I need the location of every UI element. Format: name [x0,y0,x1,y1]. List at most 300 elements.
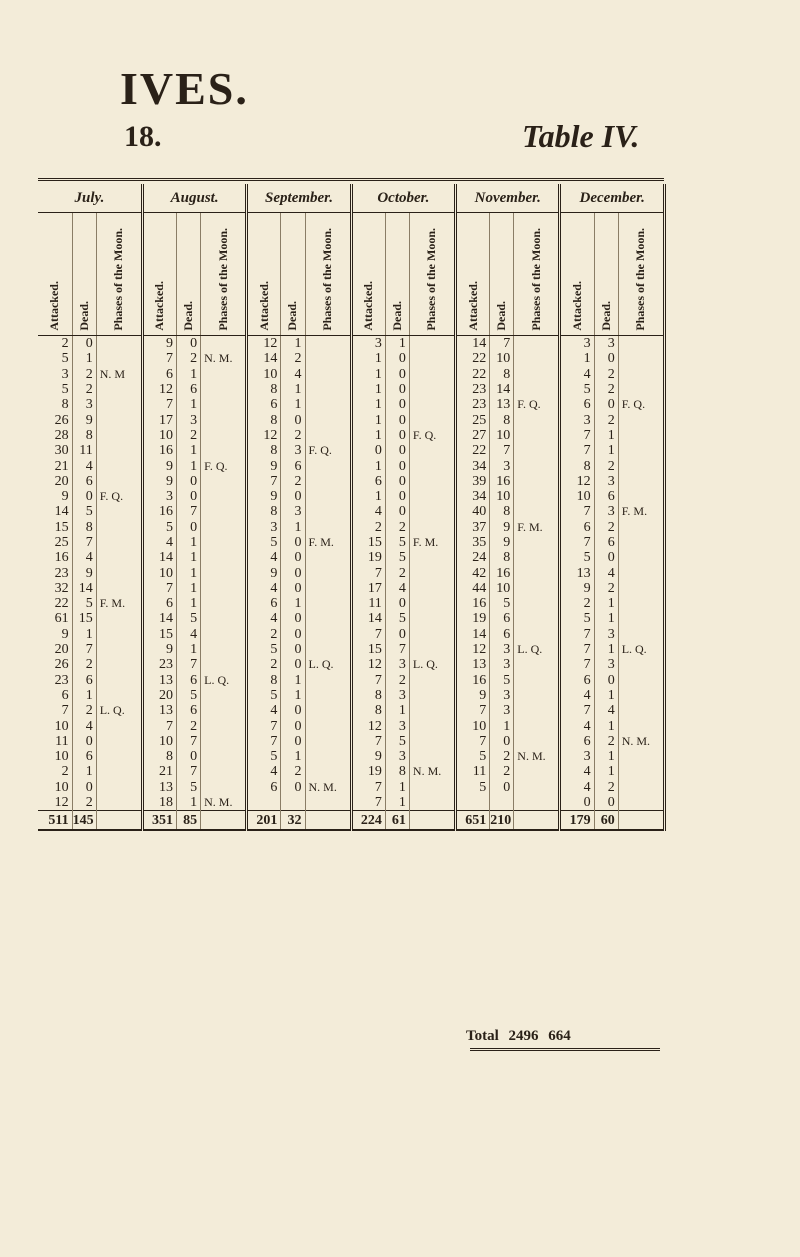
attacked-cell: 13 [142,703,176,718]
dead-cell: 1 [177,367,201,382]
moon-phase-cell [201,596,247,611]
total-attacked-december: 179 [560,811,594,831]
dead-cell: 3 [490,642,514,657]
dead-cell: 2 [72,795,96,811]
attacked-cell: 18 [142,795,176,811]
moon-phase-cell [409,627,455,642]
attacked-cell: 8 [351,703,385,718]
moon-phase-cell [618,611,664,626]
attacked-cell: 9 [351,749,385,764]
total-spacer [96,811,142,831]
moon-phase-cell [305,673,351,688]
attacked-cell: 10 [142,428,176,443]
moon-phase-cell [618,688,664,703]
dead-cell: 0 [490,780,514,795]
attacked-cell: 0 [560,795,594,811]
moon-phase-cell [96,795,142,811]
dead-cell: 6 [594,489,618,504]
top-rule [38,178,664,181]
moon-phase-cell [514,351,560,366]
moon-phase-cell [201,336,247,352]
dead-cell: 6 [72,673,96,688]
data-table [38,184,666,831]
dead-cell: 15 [72,611,96,626]
attacked-cell: 7 [560,627,594,642]
dead-cell: 0 [594,397,618,412]
table-row [38,550,665,565]
attacked-cell: 8 [247,673,281,688]
moon-phase-cell [305,382,351,397]
moon-phase-cell [409,443,455,458]
moon-phase-cell [409,351,455,366]
dead-cell: 2 [281,428,305,443]
dead-cell: 16 [490,474,514,489]
attacked-cell: 6 [38,688,72,703]
dead-cell: 9 [72,412,96,427]
moon-phase-cell: L. Q. [96,703,142,718]
dead-cell: 2 [177,351,201,366]
dead-cell: 0 [385,458,409,473]
dead-cell: 2 [385,673,409,688]
moon-phase-cell [514,535,560,550]
bottom-rule [470,1048,660,1051]
table-row [38,611,665,626]
dead-cell: 1 [594,596,618,611]
attacked-cell: 12 [351,657,385,672]
attacked-cell: 14 [247,351,281,366]
moon-phase-cell [618,565,664,580]
dead-cell: 5 [490,673,514,688]
moon-phase-cell [201,535,247,550]
attacked-cell: 7 [351,795,385,811]
col-header-july-moon-phase: Phases of the Moon. [96,213,142,336]
dead-cell: 4 [72,718,96,733]
moon-phase-cell: N. M. [514,749,560,764]
attacked-cell: 5 [456,749,490,764]
moon-phase-cell: L. Q. [201,673,247,688]
dead-cell: 3 [385,718,409,733]
total-attacked-august: 351 [142,811,176,831]
attacked-cell: 44 [456,581,490,596]
attacked-cell: 3 [142,489,176,504]
moon-phase-cell [305,581,351,596]
attacked-cell: 19 [351,550,385,565]
dead-cell: 10 [490,489,514,504]
dead-cell [281,795,305,811]
attacked-cell: 4 [560,367,594,382]
attacked-cell: 5 [560,550,594,565]
dead-cell: 0 [281,581,305,596]
dead-cell: 1 [72,764,96,779]
col-header-september-moon-phase: Phases of the Moon. [305,213,351,336]
moon-phase-cell [305,611,351,626]
moon-phase-cell [409,489,455,504]
moon-phase-cell [409,474,455,489]
dead-cell: 3 [490,703,514,718]
moon-phase-cell [201,703,247,718]
dead-cell: 2 [594,367,618,382]
attacked-cell: 4 [247,611,281,626]
grand-total-label: Total [466,1028,499,1044]
dead-cell: 0 [281,489,305,504]
month-header-november: November. [456,184,560,213]
table-row [38,688,665,703]
moon-phase-cell [201,780,247,795]
moon-phase-cell [96,428,142,443]
dead-cell: 3 [490,688,514,703]
attacked-cell: 2 [247,657,281,672]
dead-cell: 5 [490,596,514,611]
dead-cell: 6 [594,535,618,550]
attacked-cell: 5 [247,688,281,703]
moon-phase-cell: F. Q. [618,397,664,412]
moon-phase-cell [96,734,142,749]
moon-phase-cell [618,367,664,382]
attacked-cell: 8 [247,504,281,519]
attacked-cell: 12 [456,642,490,657]
attacked-cell: 7 [560,535,594,550]
moon-phase-cell: L. Q. [409,657,455,672]
dead-cell: 1 [177,565,201,580]
moon-phase-cell [305,351,351,366]
moon-phase-cell [618,489,664,504]
attacked-cell: 25 [38,535,72,550]
dead-cell: 1 [281,520,305,535]
moon-phase-cell [96,627,142,642]
moon-phase-cell [514,627,560,642]
dead-cell: 1 [281,596,305,611]
dead-cell: 2 [594,382,618,397]
dead-cell: 5 [385,611,409,626]
attacked-cell: 7 [247,734,281,749]
attacked-cell: 15 [351,535,385,550]
attacked-cell: 17 [142,412,176,427]
dead-cell: 13 [490,397,514,412]
moon-phase-cell [305,474,351,489]
moon-phase-cell [409,734,455,749]
dead-cell: 5 [385,550,409,565]
col-header-november-attacked: Attacked. [456,213,490,336]
moon-phase-cell [305,596,351,611]
dead-cell [490,795,514,811]
moon-phase-cell [514,504,560,519]
dead-cell: 1 [177,795,201,811]
dead-cell: 9 [72,565,96,580]
col-header-october-moon-phase: Phases of the Moon. [409,213,455,336]
moon-phase-cell [305,703,351,718]
moon-phase-cell [514,611,560,626]
col-header-august-moon-phase: Phases of the Moon. [201,213,247,336]
attacked-cell: 7 [142,397,176,412]
attacked-cell: 13 [456,657,490,672]
moon-phase-cell [514,474,560,489]
moon-phase-cell: N. M. [409,764,455,779]
moon-phase-cell [409,412,455,427]
moon-phase-cell [201,550,247,565]
attacked-cell: 9 [142,336,176,352]
moon-phase-cell [201,382,247,397]
attacked-cell: 10 [456,718,490,733]
moon-phase-cell [201,764,247,779]
moon-phase-cell [618,412,664,427]
attacked-cell: 8 [142,749,176,764]
attacked-cell: 4 [142,535,176,550]
moon-phase-cell [514,565,560,580]
dead-cell: 1 [594,718,618,733]
table-row [38,596,665,611]
moon-phase-cell [409,367,455,382]
dead-cell: 1 [177,581,201,596]
attacked-cell: 34 [456,458,490,473]
attacked-cell: 22 [456,443,490,458]
moon-phase-cell [618,596,664,611]
dead-cell: 3 [594,657,618,672]
dead-cell: 0 [281,780,305,795]
attacked-cell: 1 [351,428,385,443]
moon-phase-cell [305,627,351,642]
dead-cell: 2 [385,520,409,535]
attacked-cell: 4 [560,718,594,733]
moon-phase-cell [514,780,560,795]
table-row [38,489,665,504]
col-header-november-dead: Dead. [490,213,514,336]
dead-cell: 1 [177,443,201,458]
table-row [38,535,665,550]
attacked-cell: 2 [38,336,72,352]
dead-cell: 9 [490,520,514,535]
dead-cell: 2 [594,581,618,596]
dead-cell: 1 [385,336,409,352]
dead-cell: 3 [281,443,305,458]
attacked-cell: 19 [456,611,490,626]
table-row [38,642,665,657]
dead-cell: 2 [594,520,618,535]
dead-cell: 2 [177,718,201,733]
attacked-cell: 6 [247,780,281,795]
total-dead-december: 60 [594,811,618,831]
moon-phase-cell [96,535,142,550]
moon-phase-cell [618,627,664,642]
attacked-cell: 12 [142,382,176,397]
dead-cell: 0 [385,367,409,382]
attacked-cell: 7 [560,428,594,443]
dead-cell: 1 [72,627,96,642]
attacked-cell: 25 [456,412,490,427]
attacked-cell: 24 [456,550,490,565]
dead-cell: 1 [385,703,409,718]
moon-phase-cell [618,458,664,473]
moon-phase-cell [305,428,351,443]
attacked-cell: 5 [560,611,594,626]
moon-phase-cell [514,688,560,703]
dead-cell: 1 [594,443,618,458]
dead-cell: 8 [490,412,514,427]
dead-cell: 1 [177,458,201,473]
attacked-cell: 4 [247,764,281,779]
moon-phase-cell [201,397,247,412]
total-attacked-july: 511 [38,811,72,831]
total-dead-july: 145 [72,811,96,831]
dead-cell: 0 [385,504,409,519]
table-row [38,718,665,733]
attacked-cell: 20 [38,642,72,657]
dead-cell: 3 [72,397,96,412]
dead-cell: 8 [490,550,514,565]
dead-cell: 3 [594,504,618,519]
page-header-name: IVES. [120,63,249,114]
attacked-cell: 39 [456,474,490,489]
attacked-cell: 8 [38,397,72,412]
attacked-cell: 14 [351,611,385,626]
total-spacer [305,811,351,831]
moon-phase-cell [409,550,455,565]
attacked-cell: 0 [351,443,385,458]
table-row [38,382,665,397]
attacked-cell: 16 [142,443,176,458]
moon-phase-cell [305,412,351,427]
attacked-cell: 5 [560,382,594,397]
attacked-cell: 14 [142,611,176,626]
col-header-july-dead: Dead. [72,213,96,336]
attacked-cell: 1 [351,397,385,412]
attacked-cell: 5 [456,780,490,795]
dead-cell: 6 [490,627,514,642]
page-number: 18. [124,120,162,153]
moon-phase-cell [96,688,142,703]
attacked-cell: 4 [560,764,594,779]
attacked-cell: 23 [456,397,490,412]
moon-phase-cell [618,749,664,764]
dead-cell: 8 [490,367,514,382]
dead-cell: 1 [177,550,201,565]
attacked-cell: 6 [142,367,176,382]
dead-cell: 0 [177,520,201,535]
total-attacked-october: 224 [351,811,385,831]
moon-phase-cell [618,581,664,596]
table-row [38,749,665,764]
moon-phase-cell [305,688,351,703]
attacked-cell: 4 [247,703,281,718]
attacked-cell: 23 [456,382,490,397]
attacked-cell: 2 [351,520,385,535]
dead-cell: 14 [490,382,514,397]
moon-phase-cell [96,351,142,366]
moon-phase-cell: F. Q. [305,443,351,458]
dead-cell: 5 [385,734,409,749]
moon-phase-cell [96,718,142,733]
table-row [38,428,665,443]
moon-phase-cell [514,581,560,596]
moon-phase-cell [514,703,560,718]
attacked-cell: 10 [142,565,176,580]
moon-phase-cell [201,657,247,672]
attacked-cell: 7 [142,351,176,366]
dead-cell: 0 [281,734,305,749]
attacked-cell: 7 [560,443,594,458]
moon-phase-cell: L. Q. [305,657,351,672]
attacked-cell: 14 [456,627,490,642]
attacked-cell: 7 [38,703,72,718]
attacked-cell: 11 [351,596,385,611]
moon-phase-cell: F. M. [96,596,142,611]
dead-cell: 2 [281,764,305,779]
moon-phase-cell [305,642,351,657]
attacked-cell: 9 [560,581,594,596]
attacked-cell: 9 [247,565,281,580]
attacked-cell: 6 [247,397,281,412]
dead-cell: 7 [177,657,201,672]
moon-phase-cell [514,489,560,504]
moon-phase-cell [96,673,142,688]
dead-cell: 0 [177,474,201,489]
dead-cell: 6 [281,458,305,473]
moon-phase-cell [409,780,455,795]
attacked-cell: 26 [38,412,72,427]
attacked-cell: 3 [247,520,281,535]
moon-phase-cell [96,443,142,458]
dead-cell: 1 [385,780,409,795]
attacked-cell: 7 [351,734,385,749]
table-row [38,627,665,642]
total-dead-november: 210 [490,811,514,831]
dead-cell: 6 [72,474,96,489]
attacked-cell: 1 [351,489,385,504]
attacked-cell: 11 [456,764,490,779]
grand-total-dead: 664 [548,1028,571,1044]
dead-cell: 4 [385,581,409,596]
attacked-cell: 6 [560,520,594,535]
dead-cell: 1 [72,688,96,703]
moon-phase-cell [514,428,560,443]
dead-cell: 0 [385,596,409,611]
moon-phase-cell [409,718,455,733]
dead-cell: 2 [177,428,201,443]
grand-total-line [460,1028,571,1045]
total-spacer [409,811,455,831]
attacked-cell: 5 [38,382,72,397]
attacked-cell: 20 [38,474,72,489]
dead-cell: 4 [72,458,96,473]
dead-cell: 0 [281,565,305,580]
attacked-cell: 7 [560,504,594,519]
dead-cell: 6 [177,703,201,718]
col-header-august-dead: Dead. [177,213,201,336]
dead-cell: 1 [490,718,514,733]
moon-phase-cell: F. Q. [201,458,247,473]
moon-phase-cell [96,565,142,580]
attacked-cell: 13 [142,780,176,795]
dead-cell: 1 [72,351,96,366]
dead-cell: 0 [281,535,305,550]
dead-cell: 0 [72,336,96,352]
moon-phase-cell [618,535,664,550]
dead-cell: 10 [490,428,514,443]
attacked-cell: 10 [38,780,72,795]
attacked-cell: 7 [351,565,385,580]
dead-cell: 5 [72,596,96,611]
attacked-cell: 5 [247,535,281,550]
dead-cell: 4 [594,565,618,580]
moon-phase-cell [514,443,560,458]
dead-cell: 6 [177,673,201,688]
dead-cell: 4 [594,703,618,718]
moon-phase-cell [409,749,455,764]
moon-phase-cell [618,703,664,718]
month-header-september: September. [247,184,351,213]
attacked-cell: 10 [142,734,176,749]
table-row [38,367,665,382]
dead-cell: 0 [281,657,305,672]
